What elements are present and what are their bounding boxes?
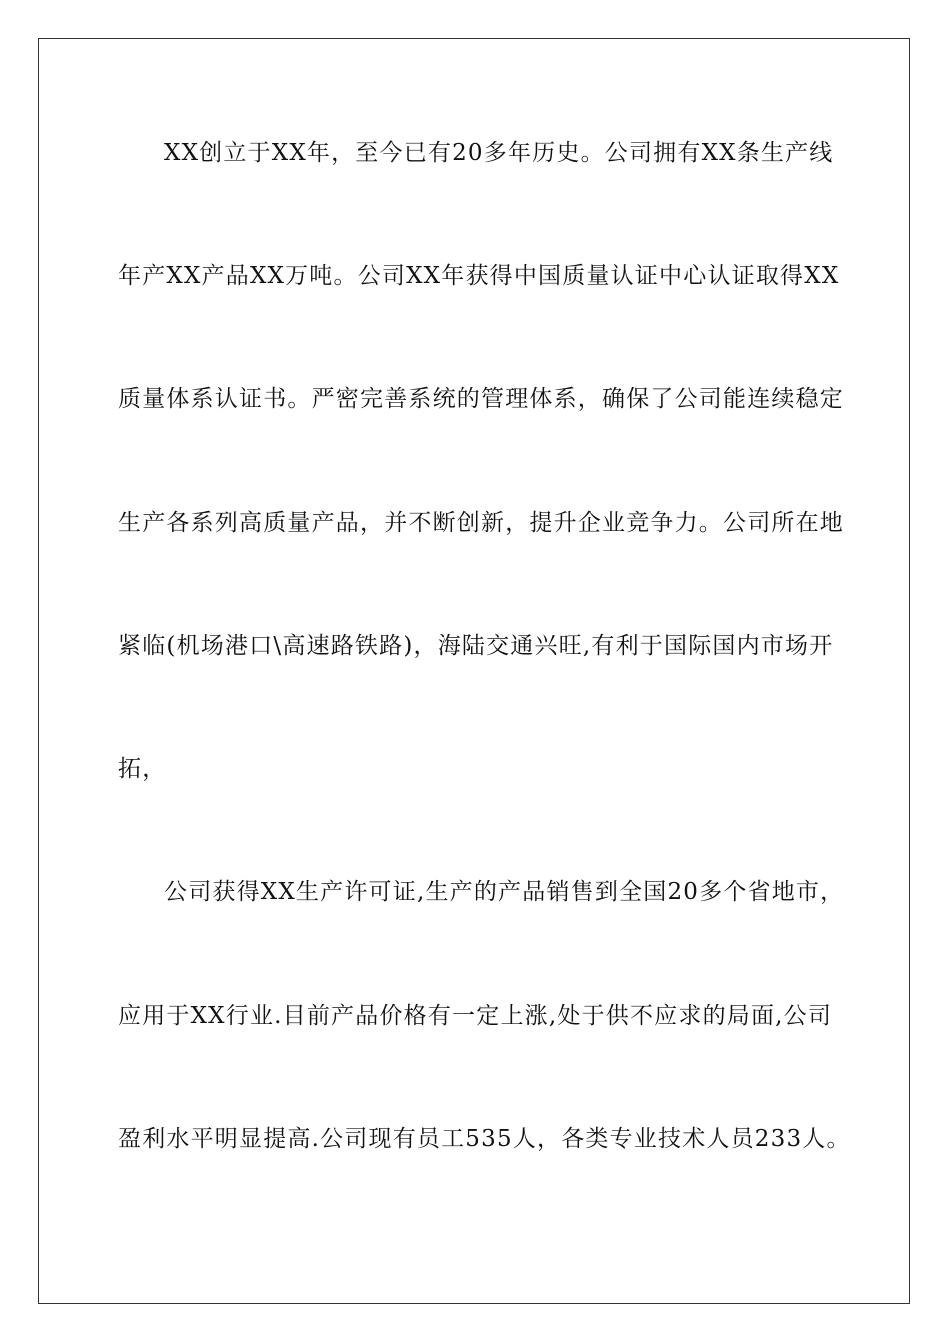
paragraph-2-line-2: 应用于XX行业.目前产品价格有一定上涨,处于供不应求的局面,公司 [118,1003,833,1029]
paragraph-1-line-5: 紧临(机场港口\高速路铁路)，海陆交通兴旺,有利于国际国内市场开 [118,633,834,659]
paragraph-2-line-3: 盈利水平明显提高.公司现有员工535人，各类专业技术人员233人。 [118,1126,851,1152]
paragraph-2-line-1: 公司获得XX生产许可证,生产的产品销售到全国20多个省地市， [164,879,845,905]
paragraph-1-line-2: 年产XX产品XX万吨。公司XX年获得中国质量认证中心认证取得XX [118,263,840,289]
page-border [38,38,910,1304]
paragraph-1-line-4: 生产各系列高质量产品，并不断创新，提升企业竞争力。公司所在地 [118,510,844,536]
paragraph-1-line-1: XX创立于XX年，至今已有20多年历史。公司拥有XX条生产线 [164,140,834,166]
paragraph-1-line-6: 拓， [118,756,167,782]
paragraph-1-line-3: 质量体系认证书。严密完善系统的管理体系，确保了公司能连续稳定 [118,386,844,412]
